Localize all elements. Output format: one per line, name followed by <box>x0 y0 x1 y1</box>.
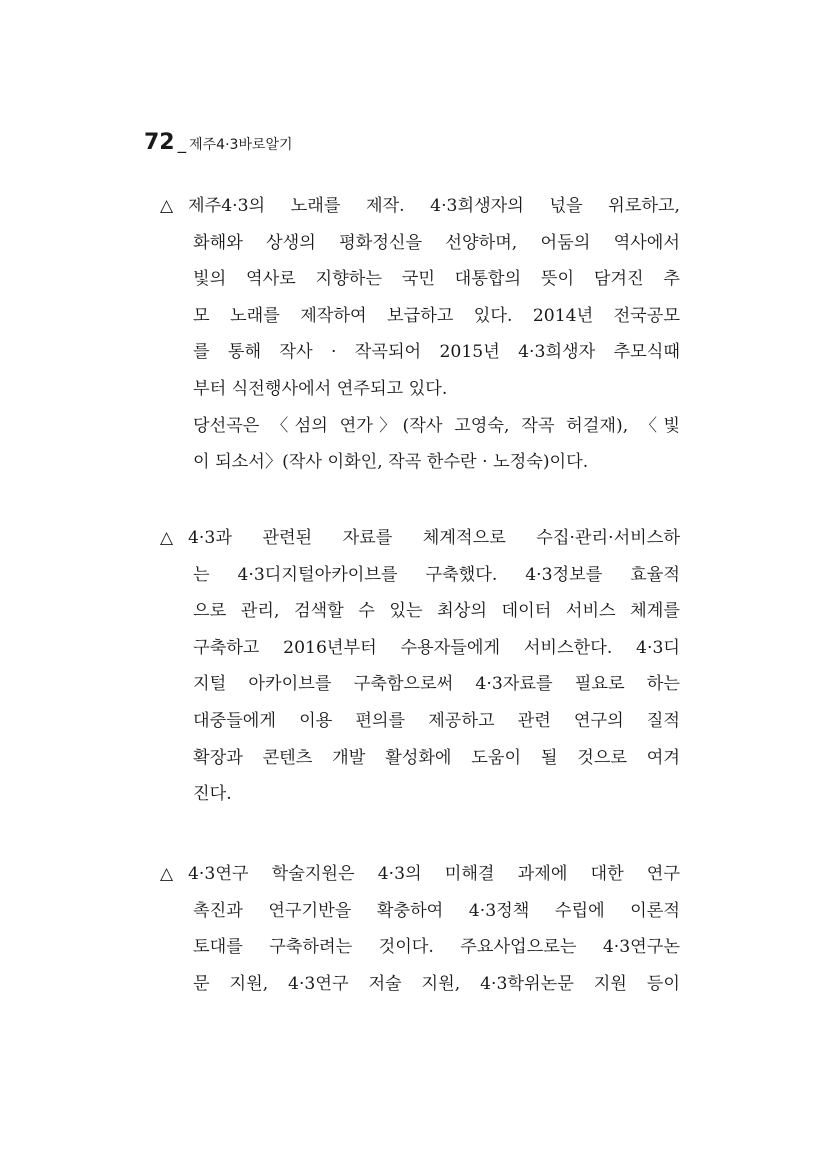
paragraph-line: 는 4·3디지털아카이브를 구축했다. 4·3정보를 효율적 <box>193 564 680 585</box>
running-title: 제주4·3바로알기 <box>189 137 293 153</box>
paragraph-line: 토대를 구축하려는 것이다. 주요사업으로는 4·3연구논 <box>193 937 680 958</box>
section-song <box>160 188 680 481</box>
paragraph-line: 이 되소서〉(작사 이화인, 작곡 한수란 · 노정숙)이다. <box>193 452 589 473</box>
paragraph-line <box>160 188 680 225</box>
triangle-bullet-icon: △ <box>160 528 174 548</box>
paragraph-line: 화해와 상생의 평화정신을 선양하며, 어둠의 역사에서 <box>193 232 680 253</box>
paragraph-line: 구축하고 2016년부터 수용자들에게 서비스한다. 4·3디 <box>193 637 680 658</box>
section-archive <box>160 520 680 813</box>
triangle-bullet-icon: △ <box>160 864 174 884</box>
paragraph-line: 진다. <box>193 784 232 805</box>
triangle-bullet-icon: △ <box>160 196 174 216</box>
paragraph-line <box>160 856 680 893</box>
paragraph-line: 확장과 콘텐츠 개발 활성화에 도움이 될 것으로 여겨 <box>193 747 680 768</box>
paragraph-line: 부터 식전행사에서 연주되고 있다. <box>193 378 448 399</box>
paragraph-line: 빛의 역사로 지향하는 국민 대통합의 뜻이 담겨진 추 <box>193 269 680 290</box>
paragraph-line: 당선곡은 〈섬의 연가〉(작사 고영숙, 작곡 허걸재), 〈빛 <box>193 415 680 436</box>
paragraph-text: 4·3과 관련된 자료를 체계적으로 수집·관리·서비스하 <box>188 528 680 548</box>
paragraph-line: 으로 관리, 검색할 수 있는 최상의 데이터 서비스 체계를 <box>193 601 680 622</box>
page-header <box>144 130 293 160</box>
paragraph-line: 문 지원, 4·3연구 저술 지원, 4·3학위논문 지원 등이 <box>193 973 680 994</box>
paragraph-line: 를 통해 작사 · 작곡되어 2015년 4·3희생자 추모식때 <box>193 342 680 363</box>
paragraph-line: 지털 아카이브를 구축함으로써 4·3자료를 필요로 하는 <box>193 674 680 695</box>
section-research <box>160 856 680 1002</box>
paragraph-line: 촉진과 연구기반을 확충하여 4·3정책 수립에 이론적 <box>193 900 680 921</box>
page-number: 72 <box>144 130 175 155</box>
paragraph-text: 제주4·3의 노래를 제작. 4·3희생자의 넋을 위로하고, <box>188 196 680 216</box>
header-separator: _ <box>177 134 187 154</box>
paragraph-text: 4·3연구 학술지원은 4·3의 미해결 과제에 대한 연구 <box>188 864 680 884</box>
paragraph-line <box>160 520 680 557</box>
paragraph-line: 모 노래를 제작하여 보급하고 있다. 2014년 전국공모 <box>193 305 680 326</box>
paragraph-line: 대중들에게 이용 편의를 제공하고 관련 연구의 질적 <box>193 710 680 731</box>
